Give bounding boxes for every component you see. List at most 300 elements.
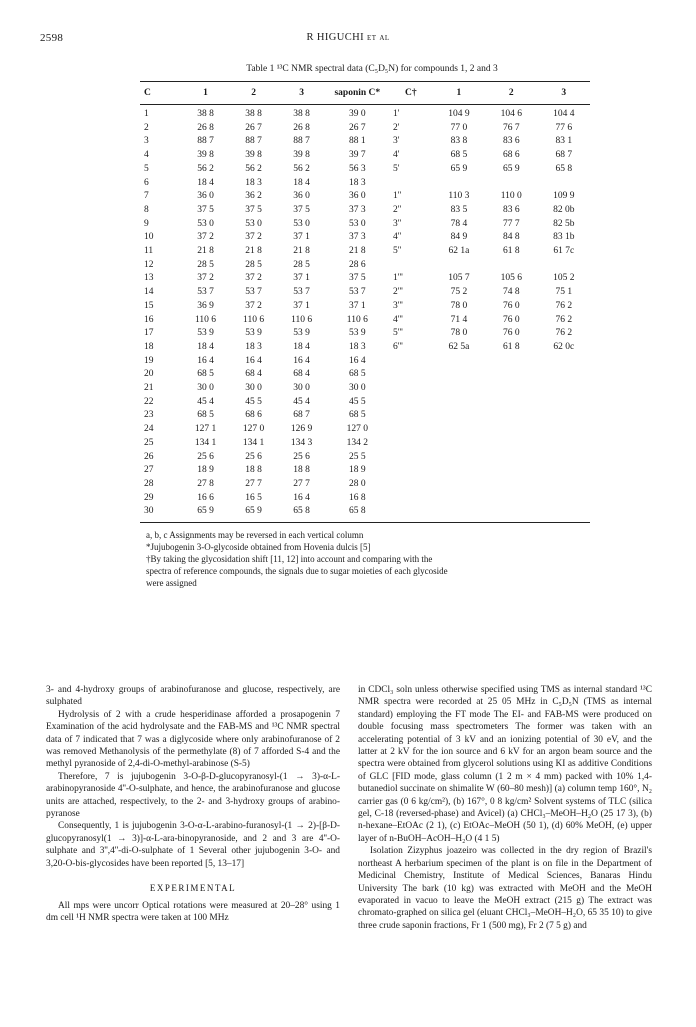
- table-cell: 17: [144, 328, 154, 339]
- table-cell: 68 6: [502, 150, 520, 161]
- table-cell: [485, 259, 537, 273]
- table-row: [140, 368, 590, 382]
- table-cell: 3'': [392, 218, 402, 229]
- table-cell: 28 5: [197, 259, 214, 270]
- table-cell: 65 9: [450, 163, 468, 174]
- table-cell: 39 0: [349, 109, 366, 119]
- table-cell: 110 0: [500, 191, 522, 202]
- table-cell: 53 0: [245, 218, 262, 229]
- table-cell: [433, 396, 485, 410]
- column-header: 1: [456, 88, 462, 98]
- table-cell: 105 6: [500, 273, 522, 284]
- table-cell: 7: [144, 191, 149, 202]
- table-cell: 110 6: [195, 314, 217, 325]
- table-cell: 65 9: [230, 505, 278, 522]
- right-text-column: [358, 684, 652, 932]
- table-cell: 37 2: [197, 273, 214, 284]
- paragraph-therefore: Therefore, 7 is jujubogenin 3-O-β-D-glucopyranosyl-(1 → 3)-α-L-arabinopyranoside 4''-O-sulphate, and hence, the arabinofuranose and glucose units are attached, respectively, to the 2- and 3-hydroxy groups of arabino-pyranose: [46, 771, 340, 820]
- table-cell: [433, 478, 485, 492]
- table-cell: 18 3: [245, 177, 262, 188]
- table-row: [140, 341, 590, 355]
- table-cell: 2': [392, 122, 400, 133]
- column-header: 2: [508, 88, 514, 98]
- table-cell: 68 7: [555, 150, 573, 161]
- table-cell: 76 0: [502, 328, 520, 339]
- table-cell: 83 6: [502, 204, 520, 215]
- table-cell: 18 9: [197, 465, 214, 476]
- left-text-column: [46, 684, 340, 924]
- table-cell: 5''': [392, 328, 403, 339]
- table-cell: 27 7: [245, 478, 262, 489]
- footnote-saponin-c: *Jujubogenin 3-O-glycoside obtained from Hovenia dulcis [5]: [146, 542, 371, 553]
- table-row: [140, 437, 590, 451]
- table-row: [140, 105, 590, 122]
- table-cell: 37 2: [245, 300, 262, 311]
- table-cell: 3: [144, 136, 149, 147]
- table-cell: 15: [144, 300, 154, 311]
- table-cell: [389, 177, 433, 191]
- table-cell: 1'': [392, 191, 402, 202]
- table-cell: 28: [144, 478, 154, 489]
- table-cell: 27 8: [197, 478, 214, 489]
- table-cell: 83 1b: [553, 232, 575, 243]
- table-cell: 18 3: [245, 341, 262, 352]
- table-cell: 37 1: [293, 273, 310, 284]
- table-cell: 16: [144, 314, 154, 325]
- table-cell: 37 1: [349, 300, 366, 311]
- table-cell: [538, 396, 590, 410]
- table-cell: [485, 437, 537, 451]
- table-cell: 127 0: [242, 424, 265, 435]
- table-cell: 104 9: [448, 109, 470, 119]
- nmr-table-block: [140, 64, 590, 589]
- table-cell: 45 5: [349, 396, 366, 407]
- table-cell: 18 8: [293, 465, 310, 476]
- table-row: [140, 122, 590, 136]
- table-cell: 37 5: [245, 204, 262, 215]
- table-cell: 1''': [392, 273, 403, 284]
- table-row: [140, 245, 590, 259]
- table-cell: 39 8: [245, 150, 262, 161]
- table-cell: [485, 423, 537, 437]
- table-cell: 14: [144, 287, 154, 298]
- table-cell: [538, 505, 590, 522]
- table-cell: [485, 492, 537, 506]
- table-cell: [389, 409, 433, 423]
- column-header: 1: [203, 88, 208, 98]
- table-cell: 36 0: [197, 191, 214, 202]
- table-cell: 25 6: [245, 451, 262, 462]
- table-cell: 1': [392, 109, 400, 119]
- table-cell: 105 2: [553, 273, 575, 284]
- column-header: 2: [251, 88, 256, 98]
- table-cell: 78 0: [450, 328, 468, 339]
- table-cell: 53 9: [245, 328, 262, 339]
- table-cell: 37 1: [293, 232, 310, 243]
- table-cell: 53 9: [349, 328, 366, 339]
- table-cell: [433, 409, 485, 423]
- table-cell: 38 8: [293, 109, 310, 119]
- table-cell: 18 4: [293, 177, 310, 188]
- table-cell: [433, 423, 485, 437]
- table-row: [140, 423, 590, 437]
- table-row: [140, 451, 590, 465]
- table-cell: [389, 368, 433, 382]
- table-cell: 65 8: [278, 505, 326, 522]
- table-cell: 26 8: [197, 122, 214, 133]
- table-cell: 56 2: [293, 163, 310, 174]
- table-cell: 65 8: [326, 505, 389, 522]
- table-cell: 19: [144, 355, 154, 366]
- table-row: [140, 163, 590, 177]
- table-cell: 53 0: [349, 218, 366, 229]
- table-cell: [389, 505, 433, 522]
- table-cell: 13: [144, 273, 154, 284]
- table-cell: 105 7: [448, 273, 470, 284]
- table-cell: 62 1a: [448, 246, 470, 257]
- table-cell: 11: [144, 246, 154, 257]
- table-cell: 78 4: [450, 218, 468, 229]
- table-cell: [433, 259, 485, 273]
- table-cell: 77 0: [450, 122, 468, 133]
- table-row: [140, 492, 590, 506]
- table-cell: 53 0: [197, 218, 214, 229]
- table-cell: [389, 396, 433, 410]
- table-row: [140, 409, 590, 423]
- table-cell: 127 1: [194, 424, 217, 435]
- table-footnotes: [140, 529, 590, 589]
- table-cell: 37 3: [349, 204, 366, 215]
- table-cell: 61 7c: [553, 246, 575, 257]
- table-cell: [389, 259, 433, 273]
- table-caption: Table 1 ¹³C NMR spectral data (C₅D₅N) for compounds 1, 2 and 3: [246, 64, 498, 74]
- table-cell: 36 0: [349, 191, 366, 202]
- table-cell: [433, 492, 485, 506]
- table-cell: 88 7: [293, 136, 310, 147]
- table-cell: [433, 437, 485, 451]
- table-cell: 37 3: [349, 232, 366, 243]
- table-header-row: [140, 82, 590, 105]
- table-cell: 75 1: [555, 287, 573, 298]
- table-cell: [389, 478, 433, 492]
- table-cell: 56 2: [197, 163, 214, 174]
- table-cell: 21: [144, 383, 154, 394]
- table-cell: 53 7: [197, 287, 214, 298]
- table-cell: 53 9: [293, 328, 310, 339]
- table-cell: 8: [144, 204, 149, 215]
- table-cell: 83 1: [555, 136, 573, 147]
- table-cell: 37 2: [245, 273, 262, 284]
- table-row: [140, 396, 590, 410]
- table-cell: 28 0: [349, 478, 366, 489]
- table-cell: 45 5: [245, 396, 262, 407]
- running-head: R HIGUCHI et al: [306, 32, 390, 43]
- table-cell: 36 0: [293, 191, 310, 202]
- table-cell: 25 6: [293, 451, 310, 462]
- table-cell: 28 5: [293, 259, 310, 270]
- table-cell: 30 0: [349, 383, 366, 394]
- table-cell: [389, 464, 433, 478]
- column-header: saponin C*: [334, 88, 381, 98]
- table-cell: 21 8: [349, 246, 366, 257]
- table-cell: 16 4: [245, 355, 262, 366]
- table-row: [140, 505, 590, 522]
- table-cell: 26 7: [349, 122, 366, 133]
- table-cell: 134 3: [290, 437, 313, 448]
- table-cell: 30: [140, 505, 182, 522]
- table-cell: 2''': [392, 287, 403, 298]
- table-cell: 2'': [392, 204, 402, 215]
- table-cell: [433, 451, 485, 465]
- table-cell: [485, 505, 537, 522]
- table-cell: 25 6: [197, 451, 214, 462]
- paragraph-isolation: Isolation Zizyphus joazeiro was collected in the dry region of Brazil's northeast A herbarium specimen of the plant is on file in the Department of Medicinal Chemistry, Institute of Medical Sciences, Banaras Hindu University The bark (10 kg) was extracted with MeOH and the MeOH evaporated in vacuo to leave the MeOH extract (215 g) The extract was chromato-graphed on silica gel (eluant CHCl₃–MeOH–H₂O, 65 35 10) to give three crude saponin fractions, Fr 1 (500 mg), Fr 2 (7 5 g) and: [358, 846, 652, 931]
- table-cell: 18 4: [197, 177, 214, 188]
- table-cell: [485, 478, 537, 492]
- table-cell: 56 3: [349, 163, 366, 174]
- table-body: [140, 105, 590, 523]
- table-cell: 134 1: [242, 437, 265, 448]
- table-cell: 4''': [392, 314, 403, 325]
- table-cell: 62 5a: [448, 341, 470, 352]
- table-cell: 21 8: [293, 246, 310, 257]
- table-cell: [389, 451, 433, 465]
- table-cell: 21 8: [197, 246, 214, 257]
- table-cell: 18 8: [245, 465, 262, 476]
- table-row: [140, 286, 590, 300]
- table-cell: 45 4: [197, 396, 214, 407]
- table-cell: 68 5: [197, 369, 214, 380]
- table-cell: 134 1: [194, 437, 217, 448]
- table-row: [140, 204, 590, 218]
- table-cell: 68 5: [349, 369, 366, 380]
- table-cell: [389, 492, 433, 506]
- table-cell: 29: [144, 492, 154, 503]
- column-header: 3: [561, 88, 567, 98]
- table-cell: 37 5: [197, 204, 214, 215]
- table-cell: 110 3: [448, 191, 470, 202]
- column-header: C: [144, 88, 151, 98]
- paragraph-hydrolysis: Hydrolysis of 2 with a crude hesperidinase afforded a prosapogenin 7 Examination of the acid hydrolysate and the FAB-MS and ¹³C NMR spectral data of 7 indicated that 7 was a diglycoside where only arabinofuranose of 2 was removed Methanolysis of the permethylate (8) of 7 afforded S-4 and the methyl pyranoside of 2,4-di-O-methyl-arabinose (S-5): [46, 709, 340, 770]
- table-cell: [433, 177, 485, 191]
- table-cell: [389, 382, 433, 396]
- table-cell: 84 8: [502, 232, 520, 243]
- table-cell: 24: [144, 424, 154, 435]
- table-cell: 82 0b: [553, 204, 575, 215]
- table-cell: 77 6: [555, 122, 573, 133]
- table-row: [140, 478, 590, 492]
- table-cell: 16 4: [349, 355, 366, 366]
- table-cell: 26: [144, 451, 154, 462]
- table-cell: 39 7: [349, 150, 366, 161]
- table-cell: 110 6: [346, 314, 368, 325]
- table-cell: 12: [144, 259, 154, 270]
- table-cell: [485, 464, 537, 478]
- table-cell: 16 4: [293, 355, 310, 366]
- table-cell: 28 5: [245, 259, 262, 270]
- table-cell: 36 2: [245, 191, 262, 202]
- table-cell: [538, 259, 590, 273]
- table-cell: [485, 409, 537, 423]
- table-cell: 26 8: [293, 122, 310, 133]
- page-header: [0, 32, 696, 48]
- table-cell: 75 2: [450, 287, 468, 298]
- table-cell: 61 8: [502, 341, 520, 352]
- table-cell: [485, 355, 537, 369]
- table-cell: 10: [144, 232, 154, 243]
- table-cell: [485, 451, 537, 465]
- table-cell: [485, 368, 537, 382]
- table-cell: 39 8: [293, 150, 310, 161]
- table-cell: [538, 478, 590, 492]
- table-cell: 38 8: [245, 109, 262, 119]
- table-cell: 68 5: [349, 410, 366, 421]
- table-cell: 3''': [392, 300, 403, 311]
- table-cell: 104 6: [500, 109, 522, 119]
- table-row: [140, 149, 590, 163]
- table-cell: [538, 423, 590, 437]
- table-row: [140, 218, 590, 232]
- table-cell: 82 5b: [553, 218, 575, 229]
- table-cell: 37 1: [293, 300, 310, 311]
- table-cell: 45 4: [293, 396, 310, 407]
- table-cell: [433, 355, 485, 369]
- table-cell: 38 8: [197, 109, 214, 119]
- table-cell: 88 7: [197, 136, 214, 147]
- table-cell: 26 7: [245, 122, 262, 133]
- table-cell: 53 9: [197, 328, 214, 339]
- table-cell: 83 6: [502, 136, 520, 147]
- table-cell: 20: [144, 369, 154, 380]
- table-cell: 9: [144, 218, 149, 229]
- table-cell: 27 7: [293, 478, 310, 489]
- paragraph-sulphated: 3- and 4-hydroxy groups of arabinofuranose and glucose, respectively, are sulphated: [46, 685, 340, 708]
- table-cell: 56 2: [245, 163, 262, 174]
- table-cell: [538, 464, 590, 478]
- footnote-glycosidation-line3: were assigned: [146, 578, 197, 589]
- table-row: [140, 272, 590, 286]
- table-cell: 2: [144, 122, 149, 133]
- table-cell: 104 4: [553, 109, 575, 119]
- table-cell: [389, 423, 433, 437]
- table-cell: 84 9: [450, 232, 468, 243]
- table-cell: 4'': [392, 232, 402, 243]
- table-cell: 65 9: [182, 505, 230, 522]
- table-cell: 30 0: [245, 383, 262, 394]
- table-cell: [433, 464, 485, 478]
- table-cell: 21 8: [245, 246, 262, 257]
- table-cell: 68 4: [245, 369, 262, 380]
- table-cell: 88 1: [349, 136, 366, 147]
- table-cell: [538, 382, 590, 396]
- table-cell: 68 6: [245, 410, 262, 421]
- table-cell: 18 4: [197, 341, 214, 352]
- table-cell: 16 5: [245, 492, 262, 503]
- table-row: [140, 190, 590, 204]
- table-row: [140, 177, 590, 191]
- table-cell: 37 5: [349, 273, 366, 284]
- table-cell: 61 8: [502, 246, 520, 257]
- table-cell: [433, 382, 485, 396]
- table-cell: 53 7: [349, 287, 366, 298]
- table-cell: 68 7: [293, 410, 310, 421]
- table-cell: 16 4: [293, 492, 310, 503]
- table-cell: 37 2: [245, 232, 262, 243]
- table-cell: 68 5: [197, 410, 214, 421]
- footnote-glycosidation-line1: †By taking the glycosidation shift [11, 12] into account and comparing with the: [146, 554, 433, 565]
- table-row: [140, 382, 590, 396]
- table-cell: 68 4: [293, 369, 310, 380]
- table-cell: 127 0: [346, 424, 368, 435]
- table-cell: 53 0: [293, 218, 310, 229]
- table-cell: 65 8: [555, 163, 573, 174]
- paragraph-experimental: All mps were uncorr Optical rotations were measured at 20–28° using 1 dm cell ¹H NMR spectra were taken at 100 MHz: [46, 900, 340, 923]
- table-row: [140, 135, 590, 149]
- table-cell: 36 9: [197, 300, 214, 311]
- table-cell: 5: [144, 163, 149, 174]
- table-cell: 76 0: [502, 300, 520, 311]
- column-header: C†: [405, 88, 417, 98]
- table-row: [140, 355, 590, 369]
- table-cell: 76 2: [555, 314, 573, 325]
- table-cell: [389, 437, 433, 451]
- table-cell: 109 9: [553, 191, 575, 202]
- table-cell: 5': [392, 163, 400, 174]
- table-row: [140, 259, 590, 273]
- table-cell: [538, 437, 590, 451]
- table-cell: 74 8: [502, 287, 520, 298]
- table-cell: 53 7: [245, 287, 262, 298]
- table-cell: 77 7: [502, 218, 520, 229]
- footnote-assignments: a, b, c Assignments may be reversed in each vertical column: [146, 530, 364, 541]
- column-header: 3: [299, 88, 304, 98]
- table-cell: 27: [144, 465, 154, 476]
- footnote-glycosidation-line2: spectra of reference compounds, the signals due to sugar moieties of each glycoside: [146, 566, 448, 577]
- table-cell: 5'': [392, 246, 402, 257]
- table-cell: 62 0c: [553, 341, 575, 352]
- table-cell: 18 3: [349, 341, 366, 352]
- table-cell: 30 0: [293, 383, 310, 394]
- table-cell: [485, 177, 537, 191]
- table-cell: 16 4: [197, 355, 214, 366]
- table-cell: 83 8: [450, 136, 468, 147]
- table-cell: 110 6: [243, 314, 265, 325]
- table-cell: 25: [144, 437, 154, 448]
- table-cell: 4': [392, 150, 400, 161]
- table-row: [140, 314, 590, 328]
- table-cell: 18: [144, 341, 154, 352]
- table-cell: 76 2: [555, 300, 573, 311]
- table-cell: [538, 409, 590, 423]
- table-cell: 3': [392, 136, 400, 147]
- table-cell: 30 0: [197, 383, 214, 394]
- table-cell: 16 6: [197, 492, 214, 503]
- table-cell: 25 5: [349, 451, 366, 462]
- section-heading-experimental: EXPERIMENTAL: [149, 883, 237, 894]
- paragraph-consequently: Consequently, 1 is jujubogenin 3-O-α-L-arabino-furanosyl-(1 → 2)-[β-D-glucopyranosyl(1 → 3)]-α-L-ara-binopyranoside, and 2 and 3 are 4''-O-sulphate and 3'',4''-di-O-sulphate of 1 Several other jujubogenin 3-O- and 3,20-O-bis-glycosides have been reported [5, 13–17]: [46, 821, 340, 869]
- table-cell: [433, 368, 485, 382]
- table-cell: [389, 355, 433, 369]
- table-cell: 76 0: [502, 314, 520, 325]
- table-cell: [538, 355, 590, 369]
- table-row: [140, 231, 590, 245]
- table-row: [140, 327, 590, 341]
- table-cell: 134 2: [346, 437, 368, 448]
- table-cell: 65 9: [502, 163, 520, 174]
- page-number: 2598: [40, 32, 64, 44]
- paragraph-methods: in CDCl₃ soln unless otherwise specified using TMS as internal standard ¹³C NMR spectra were recorded at 25 05 MHz in C₅D₅N (TMS as internal standard) employing the FT mode The EI- and FAB-MS were produced on double focusing mass spectrometers The former was taken with an accelerating potential of 3 kV and an ionizing potential of 30 eV, and the latter at 2 kV for the ion source and 6 kV for an argon beam source and the spectra were obtained from glycerol solutions using KI as additive Conditions of GLC [FID mode, glass column (1 2 m × 4 mm) packed with 10% 1,4-butanediol succinate on shimalite W (60–80 mesh)] (a) column temp 160°, N₂ carrier gas (0 6 kg/cm²), (b) 167°, 0 8 kg/cm² Solvent systems of TLC (silica gel, C-18 (reversed-phase) and Avicel) (a) CHCl₃–MeOH–H₂O (25 17 3), (b) n-hexane–EtOAc (2 1), (c) EtOAc–MeOH (50 1), (d) 60% MeOH, (e) upper layer of n-BuOH–AcOH–H₂O (4 1 5): [358, 685, 652, 844]
- table-cell: [538, 492, 590, 506]
